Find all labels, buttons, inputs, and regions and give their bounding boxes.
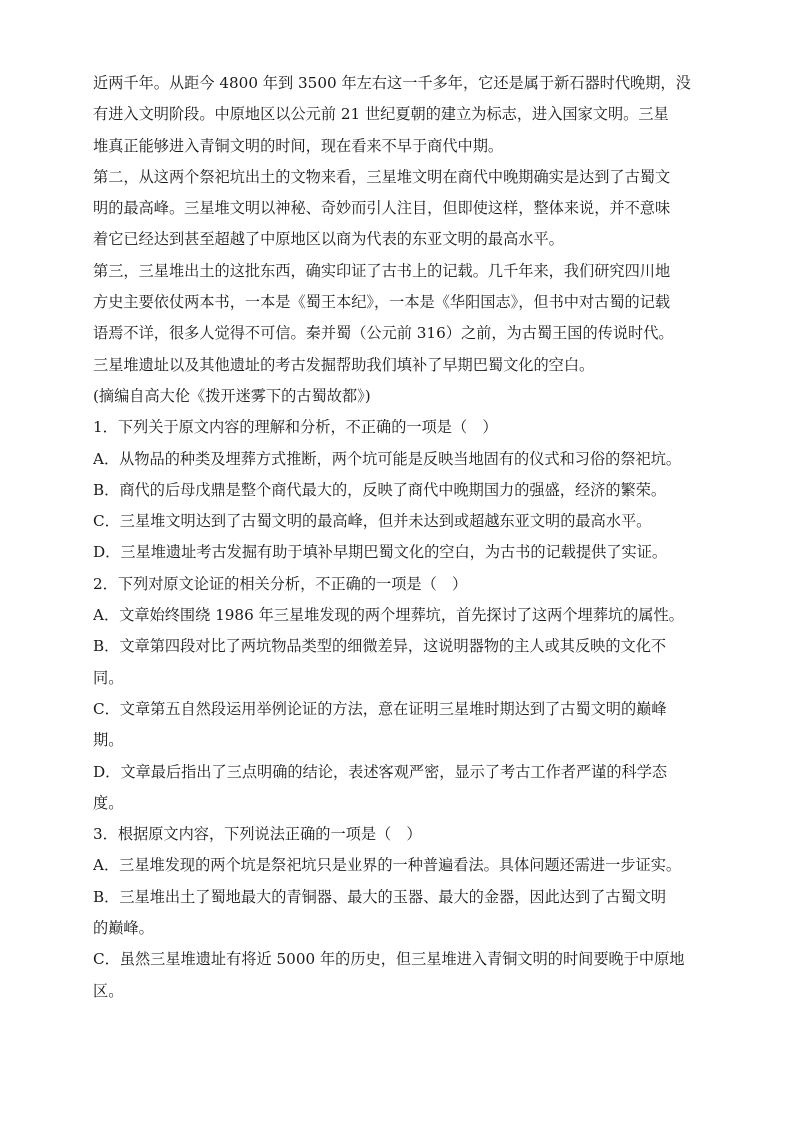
- text-line: 明的最高峰。三星堆文明以神秘、奇妙而引人注目，但即使这样，整体来说，并不意味: [93, 199, 671, 218]
- question-2: 2．下列对原文论证的相关分析，不正确的一项是（ ）: [93, 574, 468, 593]
- source-citation: (摘编自高大伦《拨开迷雾下的古蜀故都》): [93, 386, 371, 405]
- text-line: 第二，从这两个祭祀坑出土的文物来看，三星堆文明在商代中晚期确实是达到了古蜀文: [93, 167, 671, 186]
- question-2-option-d: D．文章最后指出了三点明确的结论，表述客观严密，显示了考古工作者严谨的科学态: [93, 762, 668, 781]
- text-line: 语焉不详，很多人觉得不可信。秦并蜀（公元前 316）之前，为古蜀王国的传说时代。: [93, 324, 674, 343]
- question-3-option-a: A．三星堆发现的两个坑是祭祀坑只是业界的一种普遍看法。具体问题还需进一步证实。: [93, 856, 682, 875]
- question-3: 3．根据原文内容，下列说法正确的一项是（ ）: [93, 825, 422, 844]
- question-3-option-b: B．三星堆出土了蜀地最大的青铜器、最大的玉器、最大的金器，因此达到了古蜀文明: [93, 887, 667, 906]
- question-2-option-d-cont: 度。: [93, 793, 124, 812]
- text-line: 有进入文明阶段。中原地区以公元前 21 世纪夏朝的建立为标志，进入国家文明。三星: [93, 105, 669, 124]
- question-2-option-b-cont: 同。: [93, 668, 124, 687]
- text-line: 第三，三星堆出土的这批东西，确实印证了古书上的记载。几千年来，我们研究四川地: [93, 261, 671, 280]
- question-2-option-c-cont: 期。: [93, 731, 124, 750]
- text-line: 三星堆遗址以及其他遗址的考古发掘帮助我们填补了早期巴蜀文化的空白。: [93, 355, 595, 374]
- question-1: 1．下列关于原文内容的理解和分析，不正确的一项是（ ）: [93, 418, 498, 437]
- question-2-option-c: C．文章第五自然段运用举例论证的方法，意在证明三星堆时期达到了古蜀文明的巅峰: [93, 699, 667, 718]
- text-line: 着它已经达到甚至超越了中原地区以商为代表的东亚文明的最高水平。: [93, 230, 564, 249]
- question-1-option-c: C．三星堆文明达到了古蜀文明的最高峰，但并未达到或超越东亚文明的最高水平。: [93, 512, 652, 531]
- question-3-option-c: C．虽然三星堆遗址有将近 5000 年的历史，但三星堆进入青铜文明的时间要晚于中原地: [93, 950, 685, 969]
- question-3-option-b-cont: 的巅峰。: [93, 919, 154, 938]
- question-1-option-b: B．商代的后母戊鼎是整个商代最大的，反映了商代中晚期国力的强盛，经济的繁荣。: [93, 480, 667, 499]
- question-1-option-a: A．从物品的种类及埋葬方式推断，两个坑可能是反映当地固有的仪式和习俗的祭祀坑。: [93, 449, 682, 468]
- question-1-option-d: D．三星堆遗址考古发掘有助于填补早期巴蜀文化的空白，为古书的记载提供了实证。: [93, 543, 668, 562]
- text-line: 堆真正能够进入青铜文明的时间，现在看来不早于商代中期。: [93, 136, 504, 155]
- question-2-option-b: B．文章第四段对比了两坑物品类型的细微差异，这说明器物的主人或其反映的文化不: [93, 637, 667, 656]
- text-line: 近两千年。从距今 4800 年到 3500 年左右这一千多年，它还是属于新石器时代晚期，没: [93, 74, 691, 92]
- document-page: [93, 68, 705, 1007]
- question-3-option-c-cont: 区。: [93, 981, 124, 1000]
- question-2-option-a: A．文章始终围绕 1986 年三星堆发现的两个埋葬坑，首先探讨了这两个埋葬坑的属性。: [93, 606, 684, 625]
- text-line: 方史主要依仗两本书，一本是《蜀王本纪》，一本是《华阳国志》，但书中对古蜀的记载: [93, 293, 671, 312]
